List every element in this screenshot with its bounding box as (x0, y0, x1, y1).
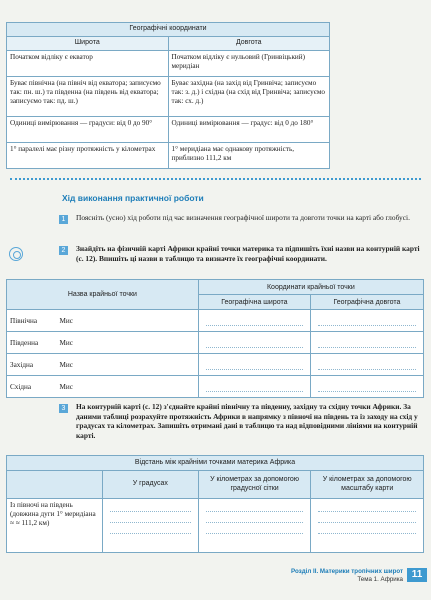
extreme-points-table (6, 279, 424, 398)
table-row (7, 332, 424, 354)
answer-line[interactable] (206, 514, 304, 523)
table-row (7, 354, 424, 376)
empty-header (7, 471, 103, 499)
answer-line[interactable] (206, 317, 303, 326)
dotted-divider (10, 178, 421, 180)
task-number: 3 (59, 404, 68, 413)
table-cell: Одиниці вимірювання — градус: від 0 до 180° (168, 116, 330, 142)
table-row (7, 376, 424, 398)
answer-line[interactable] (206, 503, 304, 512)
cape-prefix: Мис (59, 360, 73, 369)
task-text: Знайдіть на фізичній карті Африки крайні точки материка та підпишіть їхні назви на контурній карті (с. 12). Впишіть ці назви в таблицю та визначте їх географічні координати. (76, 244, 420, 263)
section-title: Хід виконання практичної роботи (62, 193, 204, 203)
answer-line[interactable] (206, 525, 304, 534)
coordinates-header: Координати крайньої точки (198, 280, 423, 295)
page-footer (291, 568, 403, 584)
table-cell: 1° паралелі має різну протяжність у кілометрах (7, 142, 169, 168)
table-cell: Буває західна (на захід від Гринвіча; записуємо так: з. д.) і східна (на схід від Гринвіча; записуємо так: сх. д.) (168, 76, 330, 116)
answer-line[interactable] (318, 525, 416, 534)
side-label: Східна (7, 376, 57, 398)
table-cell: 1° меридіана має однакову протяжність, приблизно 111,2 км (168, 142, 330, 168)
answer-line[interactable] (318, 361, 416, 370)
table-row (7, 499, 424, 553)
latitude-header: Широта (7, 36, 169, 50)
task-text: На контурній карті (с. 12) з'єднайте крайні північну та південну, західну та східну точки Африки. За даними таблиці розрахуйте протяжність Африки в напрямку з півночі на південь та із заходу на схід у градусах та кілометрах. Запишіть отримані дані в таблицю та над відповідними лініями на контурній карті. (76, 402, 418, 440)
answer-line[interactable] (110, 525, 191, 534)
coordinates-table (6, 22, 330, 169)
globe-icon (9, 247, 23, 261)
cape-prefix: Мис (59, 382, 73, 391)
distance-table (6, 455, 424, 553)
answer-line[interactable] (318, 514, 416, 523)
km-grid-header: У кілометрах за допомогою градусної сітки (198, 471, 311, 499)
task-number: 2 (59, 246, 68, 255)
km-scale-header: У кілометрах за допомогою масштабу карти (311, 471, 424, 499)
longitude-header: Географічна довгота (310, 295, 423, 310)
page-number: 11 (407, 568, 427, 582)
answer-line[interactable] (318, 339, 416, 348)
table-cell: Початком відліку є нульовий (Гринвіцький) меридіан (168, 50, 330, 76)
answer-line[interactable] (206, 361, 303, 370)
answer-line[interactable] (318, 503, 416, 512)
table-row (7, 310, 424, 332)
answer-line[interactable] (110, 503, 191, 512)
side-label: Південна (7, 332, 57, 354)
longitude-header: Довгота (168, 36, 330, 50)
task-number: 1 (59, 215, 68, 224)
table-cell: Буває північна (на північ від екватора; записуємо так: пн. ш.) та південна (на південь від екватора; записуємо так: пд. ш.) (7, 76, 169, 116)
distance-table-title: Відстань між крайніми точками материка Африка (7, 456, 424, 471)
row-label: Із півночі на південь (довжина дуги 1° меридіана ≈ ≈ 111,2 км) (7, 499, 103, 553)
side-label: Західна (7, 354, 57, 376)
answer-line[interactable] (110, 514, 191, 523)
degrees-header: У градусах (102, 471, 198, 499)
table-cell: Одиниці вимірювання — градуси: від 0 до 90° (7, 116, 169, 142)
coordinates-table-title: Географічні координати (7, 23, 330, 37)
point-name-header: Назва крайньої точки (7, 280, 199, 310)
side-label: Північна (7, 310, 57, 332)
section-label: Розділ II. Материки тропічних широт (291, 568, 403, 575)
latitude-header: Географічна широта (198, 295, 310, 310)
answer-line[interactable] (206, 339, 303, 348)
topic-label: Тема 1. Африка (357, 576, 403, 584)
answer-line[interactable] (318, 383, 416, 392)
task-text: Поясніть (усно) хід роботи під час визначення географічної широти та довготи точки на карті або глобусі. (76, 213, 410, 222)
cape-prefix: Мис (59, 316, 73, 325)
answer-line[interactable] (206, 383, 303, 392)
table-cell: Початком відліку є екватор (7, 50, 169, 76)
cape-prefix: Мис (59, 338, 73, 347)
answer-line[interactable] (318, 317, 416, 326)
